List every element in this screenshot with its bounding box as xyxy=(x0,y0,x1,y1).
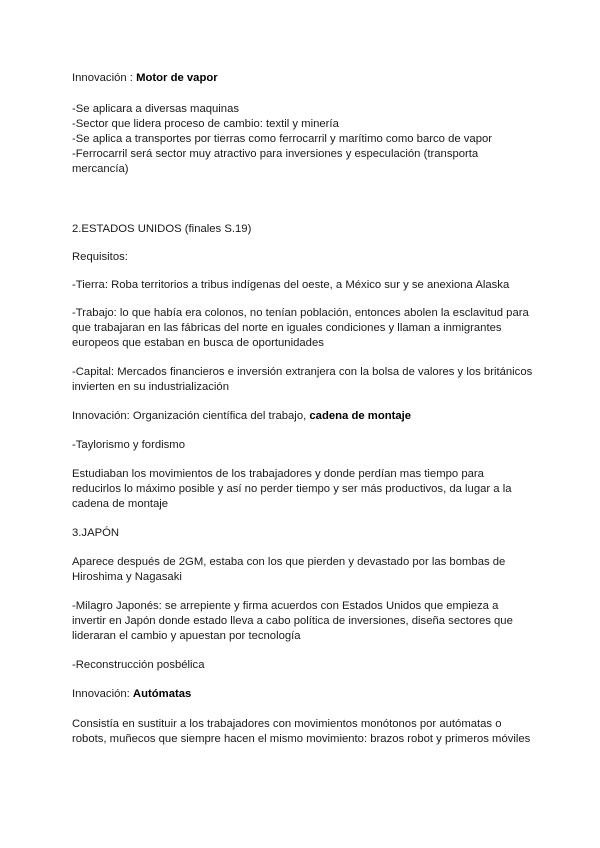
innovation-title: cadena de montaje xyxy=(309,410,412,422)
usa-heading: 2.ESTADOS UNIDOS (finales S.19) xyxy=(72,223,252,235)
usa-capital-line: invierten en su industrialización xyxy=(72,381,229,393)
japan-consistia-line: robots, muñecos que siempre hacen el mismo movimiento: brazos robot y primeros móviles xyxy=(72,733,531,745)
steam-point: -Sector que lidera proceso de cambio: textil y minería xyxy=(72,118,339,130)
steam-innovation-line xyxy=(72,70,218,86)
japan-milagro-line: lideraran el cambio y apuestan por tecnología xyxy=(72,630,301,642)
steam-point: mercancía) xyxy=(72,163,129,175)
steam-point: -Ferrocarril será sector muy atractivo para inversiones y especulación (transporta xyxy=(72,148,479,160)
usa-trabajo-line: que trabajaran en las fábricas del norte en iguales condiciones y llaman a inmigrantes xyxy=(72,322,502,334)
innovation-label: Innovación: Organización científica del trabajo, xyxy=(72,410,310,422)
usa-estudiaban-line: reducirlos lo máximo posible y así no perder tiempo y ser más productivos, da lugar a la xyxy=(72,483,512,495)
usa-tierra: -Tierra: Roba territorios a tribus indígenas del oeste, a México sur y se anexiona Alaska xyxy=(72,279,510,291)
usa-trabajo-line: europeos que estaban en busca de oportunidades xyxy=(72,337,324,349)
japan-aparece-line: Hiroshima y Nagasaki xyxy=(72,571,182,583)
japan-heading: 3.JAPÓN xyxy=(72,527,120,539)
steam-point: -Se aplica a transportes por tierras como ferrocarril y marítimo como barco de vapor xyxy=(72,133,493,145)
japan-aparece-line: Aparece después de 2GM, estaba con los que pierden y devastado por las bombas de xyxy=(72,556,506,568)
steam-point: -Se aplicara a diversas maquinas xyxy=(72,103,240,115)
japan-reconstruccion: -Reconstrucción posbélica xyxy=(72,659,205,671)
usa-taylorismo: -Taylorismo y fordismo xyxy=(72,439,185,451)
usa-trabajo-line: -Trabajo: lo que había era colonos, no tenían población, entonces abolen la esclavitud para xyxy=(72,307,529,319)
usa-requisitos: Requisitos: xyxy=(72,251,128,263)
japan-innovation-line xyxy=(72,686,191,702)
japan-consistia-line: Consistía en sustituir a los trabajadores con movimientos monótonos por autómatas o xyxy=(72,718,502,730)
innovation-label: Innovación: xyxy=(72,688,133,700)
usa-innovation-line xyxy=(72,408,411,424)
japan-milagro-line: -Milagro Japonés: se arrepiente y firma acuerdos con Estados Unidos que empieza a xyxy=(72,600,499,612)
usa-capital-line: -Capital: Mercados financieros e inversión extranjera con la bolsa de valores y los británicos xyxy=(72,366,533,378)
usa-estudiaban-line: cadena de montaje xyxy=(72,498,169,510)
usa-estudiaban-line: Estudiaban los movimientos de los trabajadores y donde perdían mas tiempo para xyxy=(72,468,484,480)
innovation-title: Autómatas xyxy=(132,688,192,700)
innovation-label: Innovación : xyxy=(72,72,137,84)
japan-milagro-line: invertir en Japón donde estado lleva a cabo política de inversiones, diseña sectores que xyxy=(72,615,513,627)
innovation-title: Motor de vapor xyxy=(136,72,218,84)
